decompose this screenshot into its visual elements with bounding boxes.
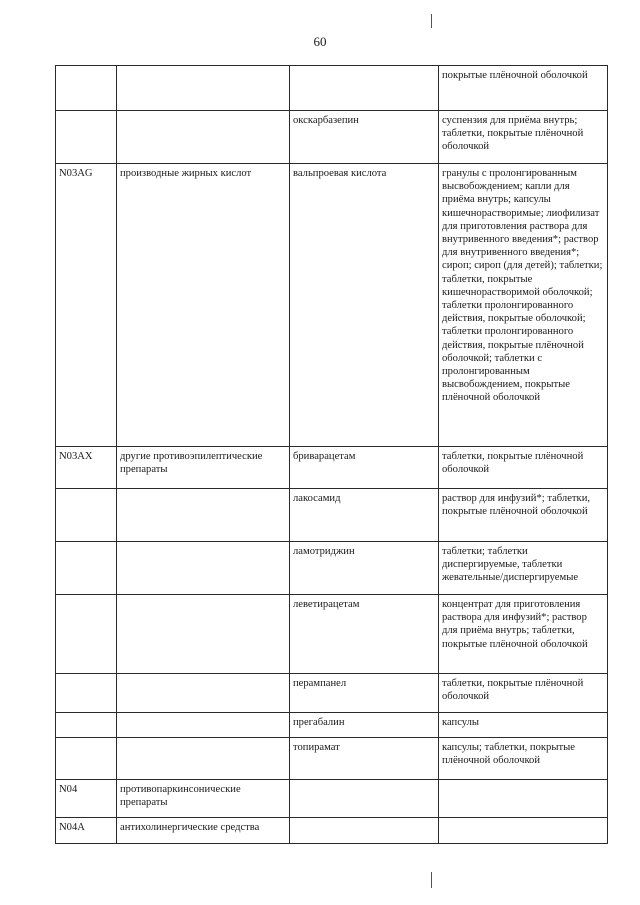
table-row [56, 780, 608, 818]
dosage-forms-cell: гранулы с пролонгированным высвобождением; капли для приёма внутрь; капсулы кишечнорастворимые; лиофилизат для приготовления раствора для внутривенного введения*; раствор для внутривенного введения*; сироп; сироп (для детей); таблетки; таблетки, покрытые кишечнорастворимой оболочкой; таблетки пролонгированного действия, покрытые оболочкой; таблетки пролонгированного действия, покрытые плёночной оболочкой; таблетки с пролонгированным высвобождением, покрытые плёночной оболочкой [439, 164, 608, 447]
dosage-forms-cell [439, 780, 608, 818]
group-cell [117, 111, 290, 164]
table-row [56, 111, 608, 164]
atc-code-cell: N03AX [56, 447, 117, 489]
page-number: 60 [313, 34, 327, 49]
atc-code-cell [56, 595, 117, 674]
drug-name-cell: окскарбазепин [290, 111, 439, 164]
drug-name-cell: прегабалин [290, 713, 439, 738]
table-row [56, 66, 608, 111]
table-row [56, 164, 608, 447]
atc-code-cell [56, 542, 117, 595]
drug-name-cell [290, 780, 439, 818]
group-cell: производные жирных кислот [117, 164, 290, 447]
group-cell: противопаркинсонические препараты [117, 780, 290, 818]
group-cell [117, 595, 290, 674]
dosage-forms-cell [439, 818, 608, 844]
group-cell [117, 674, 290, 713]
scan-mark-top [431, 14, 432, 28]
drug-name-cell: леветирацетам [290, 595, 439, 674]
dosage-forms-cell: суспензия для приёма внутрь; таблетки, покрытые плёночной оболочкой [439, 111, 608, 164]
drug-name-cell [290, 66, 439, 111]
dosage-forms-cell: покрытые плёночной оболочкой [439, 66, 608, 111]
atc-code-cell [56, 111, 117, 164]
drug-name-cell [290, 818, 439, 844]
group-cell [117, 489, 290, 542]
atc-code-cell [56, 66, 117, 111]
atc-code-cell [56, 489, 117, 542]
table-row [56, 542, 608, 595]
table-row [56, 489, 608, 542]
table-row [56, 595, 608, 674]
table-row [56, 738, 608, 780]
group-cell [117, 66, 290, 111]
group-cell [117, 542, 290, 595]
drug-name-cell: ламотриджин [290, 542, 439, 595]
drug-name-cell: топирамат [290, 738, 439, 780]
group-cell: антихолинергические средства [117, 818, 290, 844]
atc-code-cell [56, 674, 117, 713]
group-cell: другие противоэпилептические препараты [117, 447, 290, 489]
table-row [56, 713, 608, 738]
table-row [56, 818, 608, 844]
atc-code-cell: N03AG [56, 164, 117, 447]
drug-name-cell: бриварацетам [290, 447, 439, 489]
table-row [56, 447, 608, 489]
dosage-forms-cell: таблетки; таблетки диспергируемые, таблетки жевательные/диспергируемые [439, 542, 608, 595]
dosage-forms-cell: раствор для инфузий*; таблетки, покрытые плёночной оболочкой [439, 489, 608, 542]
drug-table [55, 65, 608, 844]
table-row [56, 674, 608, 713]
drug-name-cell: вальпроевая кислота [290, 164, 439, 447]
drug-name-cell: лакосамид [290, 489, 439, 542]
group-cell [117, 738, 290, 780]
atc-code-cell [56, 738, 117, 780]
dosage-forms-cell: капсулы [439, 713, 608, 738]
atc-code-cell: N04A [56, 818, 117, 844]
group-cell [117, 713, 290, 738]
dosage-forms-cell: таблетки, покрытые плёночной оболочкой [439, 447, 608, 489]
atc-code-cell: N04 [56, 780, 117, 818]
dosage-forms-cell: концентрат для приготовления раствора для инфузий*; раствор для приёма внутрь; таблетки, покрытые плёночной оболочкой [439, 595, 608, 674]
drug-name-cell: перампанел [290, 674, 439, 713]
atc-code-cell [56, 713, 117, 738]
dosage-forms-cell: таблетки, покрытые плёночной оболочкой [439, 674, 608, 713]
scan-mark-bottom [431, 872, 432, 888]
dosage-forms-cell: капсулы; таблетки, покрытые плёночной оболочкой [439, 738, 608, 780]
